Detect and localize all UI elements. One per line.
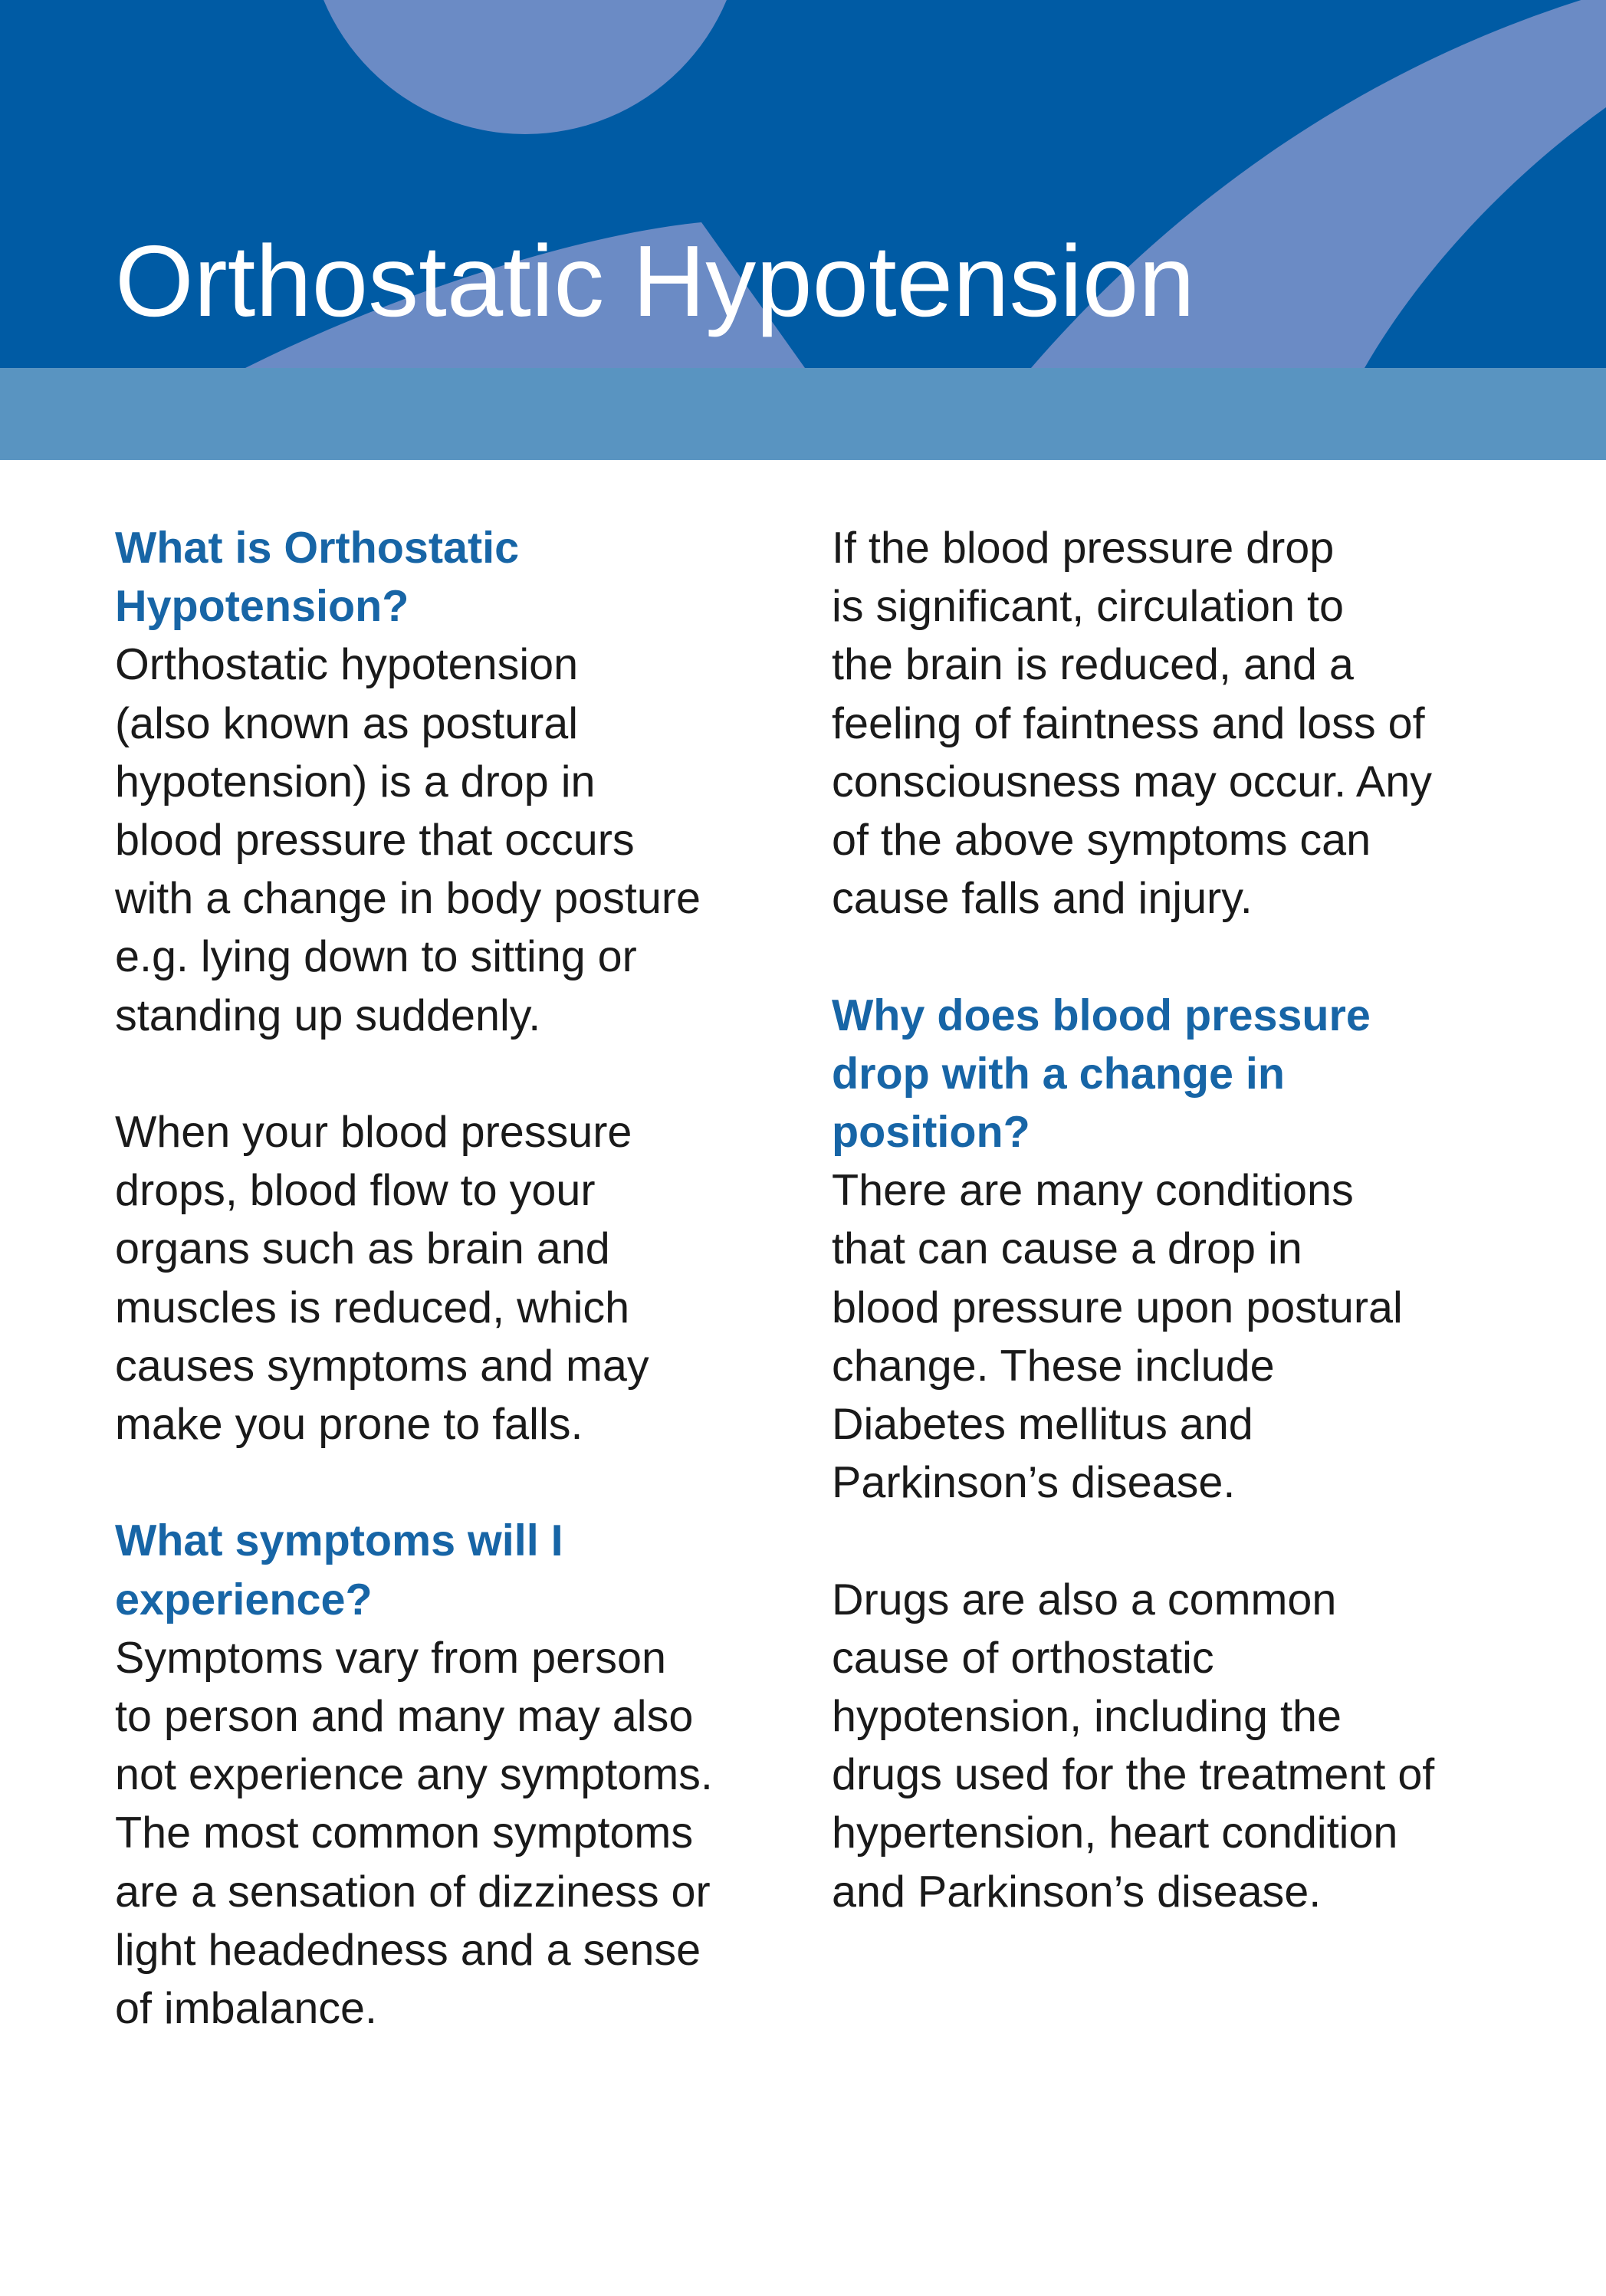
paragraph bbox=[115, 1103, 790, 1453]
heading-line: drop with a change in bbox=[832, 1049, 1286, 1099]
text-line: blood pressure upon postural bbox=[832, 1283, 1403, 1332]
paragraph bbox=[115, 1629, 790, 2038]
paragraph bbox=[832, 519, 1537, 928]
paragraph bbox=[832, 1571, 1537, 1921]
text-line: When your blood pressure bbox=[115, 1108, 632, 1158]
text-line: of imbalance. bbox=[115, 1984, 377, 2034]
text-line: to person and many may also bbox=[115, 1692, 694, 1742]
left-column bbox=[115, 519, 790, 2038]
text-line: Parkinson’s disease. bbox=[832, 1458, 1236, 1508]
paragraph-gap bbox=[832, 1512, 1537, 1570]
right-column bbox=[832, 519, 1537, 1921]
text-line: drugs used for the treatment of bbox=[832, 1750, 1435, 1800]
text-line: organs such as brain and bbox=[115, 1224, 610, 1274]
text-line: consciousness may occur. Any bbox=[832, 757, 1433, 806]
paragraph-gap bbox=[115, 1453, 790, 1512]
heading-line: What is Orthostatic bbox=[115, 524, 520, 573]
text-line: not experience any symptoms. bbox=[115, 1750, 713, 1800]
text-line: There are many conditions bbox=[832, 1166, 1354, 1216]
section-symptoms bbox=[115, 1512, 790, 2038]
section-heading bbox=[832, 987, 1537, 1162]
section-heading bbox=[115, 519, 790, 636]
text-line: Diabetes mellitus and bbox=[832, 1400, 1253, 1450]
heading-line: experience? bbox=[115, 1575, 373, 1624]
text-line: and Parkinson’s disease. bbox=[832, 1867, 1322, 1917]
heading-line: Why does blood pressure bbox=[832, 990, 1371, 1040]
text-line: that can cause a drop in bbox=[832, 1224, 1302, 1274]
text-line: light headedness and a sense bbox=[115, 1925, 701, 1975]
text-line: is significant, circulation to bbox=[832, 582, 1344, 632]
page-title: Orthostatic Hypotension bbox=[115, 225, 1195, 337]
text-line: with a change in body posture bbox=[115, 874, 701, 924]
text-line: If the blood pressure drop bbox=[832, 524, 1335, 573]
text-line: feeling of faintness and loss of bbox=[832, 698, 1425, 748]
paragraph bbox=[115, 636, 790, 1044]
text-line: standing up suddenly. bbox=[115, 990, 541, 1040]
text-line: change. These include bbox=[832, 1341, 1275, 1391]
section-when-drops bbox=[115, 1103, 790, 1453]
text-line: hypotension, including the bbox=[832, 1692, 1342, 1742]
heading-line: position? bbox=[832, 1108, 1030, 1158]
text-line: hypotension) is a drop in bbox=[115, 757, 596, 806]
text-line: Drugs are also a common bbox=[832, 1575, 1337, 1624]
text-line: cause falls and injury. bbox=[832, 874, 1253, 924]
text-line: cause of orthostatic bbox=[832, 1633, 1214, 1683]
section-what-is bbox=[115, 519, 790, 1045]
section-drugs bbox=[832, 1571, 1537, 1921]
text-line: Orthostatic hypotension bbox=[115, 640, 579, 690]
text-line: e.g. lying down to sitting or bbox=[115, 932, 637, 982]
text-line: muscles is reduced, which bbox=[115, 1283, 630, 1332]
text-line: of the above symptoms can bbox=[832, 816, 1371, 866]
paragraph-gap bbox=[832, 928, 1537, 986]
heading-line: What symptoms will I bbox=[115, 1516, 563, 1566]
paragraph bbox=[832, 1161, 1537, 1512]
text-line: The most common symptoms bbox=[115, 1808, 694, 1858]
text-line: drops, blood flow to your bbox=[115, 1166, 596, 1216]
section-significant-drop bbox=[832, 519, 1537, 928]
text-line: make you prone to falls. bbox=[115, 1400, 583, 1450]
heading-line: Hypotension? bbox=[115, 582, 409, 632]
text-line: hypertension, heart condition bbox=[832, 1808, 1398, 1858]
header-band bbox=[0, 368, 1606, 460]
decorative-circle bbox=[307, 0, 744, 134]
header-banner bbox=[0, 0, 1606, 368]
text-line: causes symptoms and may bbox=[115, 1341, 649, 1391]
text-line: blood pressure that occurs bbox=[115, 816, 635, 866]
section-heading bbox=[115, 1512, 790, 1628]
section-why-drop bbox=[832, 987, 1537, 1513]
paragraph-gap bbox=[115, 1045, 790, 1103]
text-line: Symptoms vary from person bbox=[115, 1633, 666, 1683]
text-line: the brain is reduced, and a bbox=[832, 640, 1354, 690]
text-line: are a sensation of dizziness or bbox=[115, 1867, 711, 1917]
text-line: (also known as postural bbox=[115, 698, 579, 748]
